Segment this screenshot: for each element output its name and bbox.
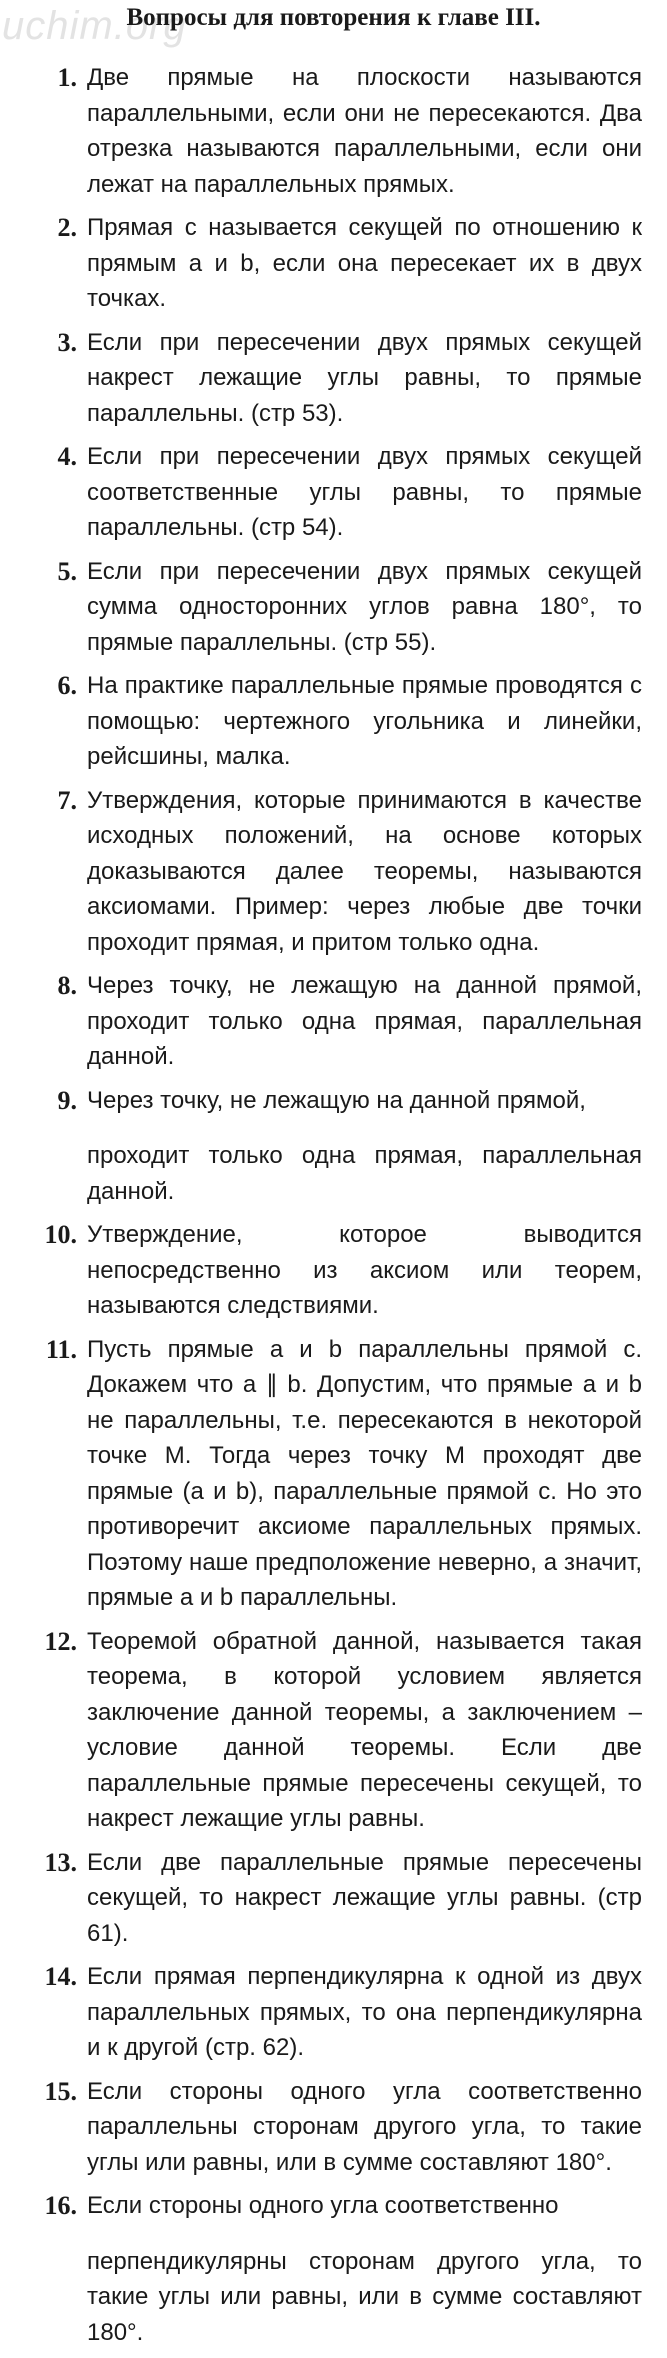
item-number: 12. bbox=[44, 1626, 77, 1656]
item-text: Утверждение, которое выводится непосредственно из аксиом или теорем, называются следствиями. bbox=[87, 1221, 642, 1319]
item-number: 13. bbox=[44, 1847, 77, 1877]
item-number: 7. bbox=[57, 785, 77, 815]
spacer bbox=[87, 2224, 642, 2244]
item-number: 3. bbox=[57, 327, 77, 357]
item-number: 5. bbox=[57, 556, 77, 586]
list-item bbox=[0, 2074, 667, 2181]
item-text: Если стороны одного угла соответственно параллельны сторонам другого угла, то такие углы или равны, или в сумме составляют 180°. bbox=[87, 2077, 642, 2176]
item-number: 10. bbox=[44, 1220, 77, 1249]
item-text: Две прямые на плоскости называются параллельными, если они не пересекаются. Два отрезка называются параллельными, если они лежат на параллельных прямых. bbox=[87, 64, 642, 198]
item-text-part1: Если стороны одного угла соответственно bbox=[87, 2192, 559, 2219]
item-text: Если две параллельные прямые пересечены секущей, то накрест лежащие углы равны. (стр 61). bbox=[87, 1848, 642, 1947]
list-item bbox=[0, 1959, 667, 2066]
item-text bbox=[87, 1083, 642, 1210]
item-number: 4. bbox=[57, 442, 77, 471]
item-number: 14. bbox=[44, 1962, 77, 1991]
list-item bbox=[0, 1083, 667, 1210]
spacer bbox=[87, 1118, 642, 1138]
question-list bbox=[0, 60, 667, 2358]
item-text-part1: Через точку, не лежащую на данной прямой, bbox=[87, 1086, 586, 1114]
item-number: 2. bbox=[57, 213, 77, 242]
item-text: Если прямая перпендикулярна к одной из двух параллельных прямых, то она перпендикулярна и к другой (стр. 62). bbox=[87, 1963, 642, 2061]
item-text-part2: перпендикулярны сторонам другого угла, то такие углы или равны, или в сумме составляют 180°. bbox=[87, 2247, 642, 2346]
list-item bbox=[0, 1217, 667, 1324]
item-text bbox=[87, 2188, 642, 2350]
item-text: Теоремой обратной данной, называется такая теорема, в которой условием является заключение данной теоремы, а заключением – условие данной теоремы. Если две параллельные прямые пересечены секущей, то накрест лежащие углы равны. bbox=[87, 1627, 642, 1832]
item-text: На практике параллельные прямые проводятся с помощью: чертежного угольника и линейки, рейсшины, малка. bbox=[87, 672, 642, 770]
item-text: Утверждения, которые принимаются в качестве исходных положений, на основе которых доказываются далее теоремы, называются аксиомами. Пример: через любые две точки проходит прямая, и притом только одна. bbox=[87, 786, 642, 956]
list-item bbox=[0, 2188, 667, 2350]
item-text: Прямая c называется секущей по отношению к прямым a и b, если она пересекает их в двух точках. bbox=[87, 214, 642, 312]
site-watermark: uchim.org bbox=[2, 4, 187, 48]
item-text: Если при пересечении двух прямых секущей соответственные углы равны, то прямые параллельны. (стр 54). bbox=[87, 443, 642, 541]
list-item bbox=[0, 325, 667, 432]
item-number: 1. bbox=[57, 63, 77, 92]
item-number: 9. bbox=[57, 1085, 77, 1115]
item-number: 11. bbox=[45, 1334, 77, 1364]
list-item bbox=[0, 439, 667, 546]
page-title: Вопросы для повторения к главе III. bbox=[126, 4, 541, 31]
list-item bbox=[0, 668, 667, 775]
item-number: 6. bbox=[57, 671, 77, 700]
list-item bbox=[0, 1845, 667, 1952]
list-item bbox=[0, 783, 667, 961]
list-item bbox=[0, 210, 667, 317]
list-item bbox=[0, 1332, 667, 1616]
item-text-part2: проходит только одна прямая, параллельная данной. bbox=[87, 1142, 642, 1205]
item-number: 8. bbox=[57, 971, 77, 1000]
item-text: Если при пересечении двух прямых секущей накрест лежащие углы равны, то прямые параллельны. (стр 53). bbox=[87, 328, 642, 427]
item-number: 16. bbox=[44, 2191, 77, 2220]
list-item bbox=[0, 1624, 667, 1837]
item-text: Через точку, не лежащую на данной прямой, проходит только одна прямая, параллельная данной. bbox=[87, 972, 642, 1070]
item-number: 15. bbox=[44, 2076, 77, 2106]
list-item bbox=[0, 554, 667, 661]
item-text: Если при пересечении двух прямых секущей сумма односторонних углов равна 180°, то прямые параллельны. (стр 55). bbox=[87, 557, 642, 656]
list-item bbox=[0, 968, 667, 1075]
list-item bbox=[0, 60, 667, 202]
item-text: Пусть прямые a и b параллельны прямой c. Докажем что a ∥ b. Допустим, что прямые a и b не параллельны, т.е. пересекаются в некоторой точке M. Тогда через точку M проходят две прямые (a и b), параллельные прямой c. Но это противоречит аксиоме параллельных прямых. Поэтому наше предположение неверно, а значит, прямые a и b параллельны. bbox=[87, 1335, 642, 1611]
